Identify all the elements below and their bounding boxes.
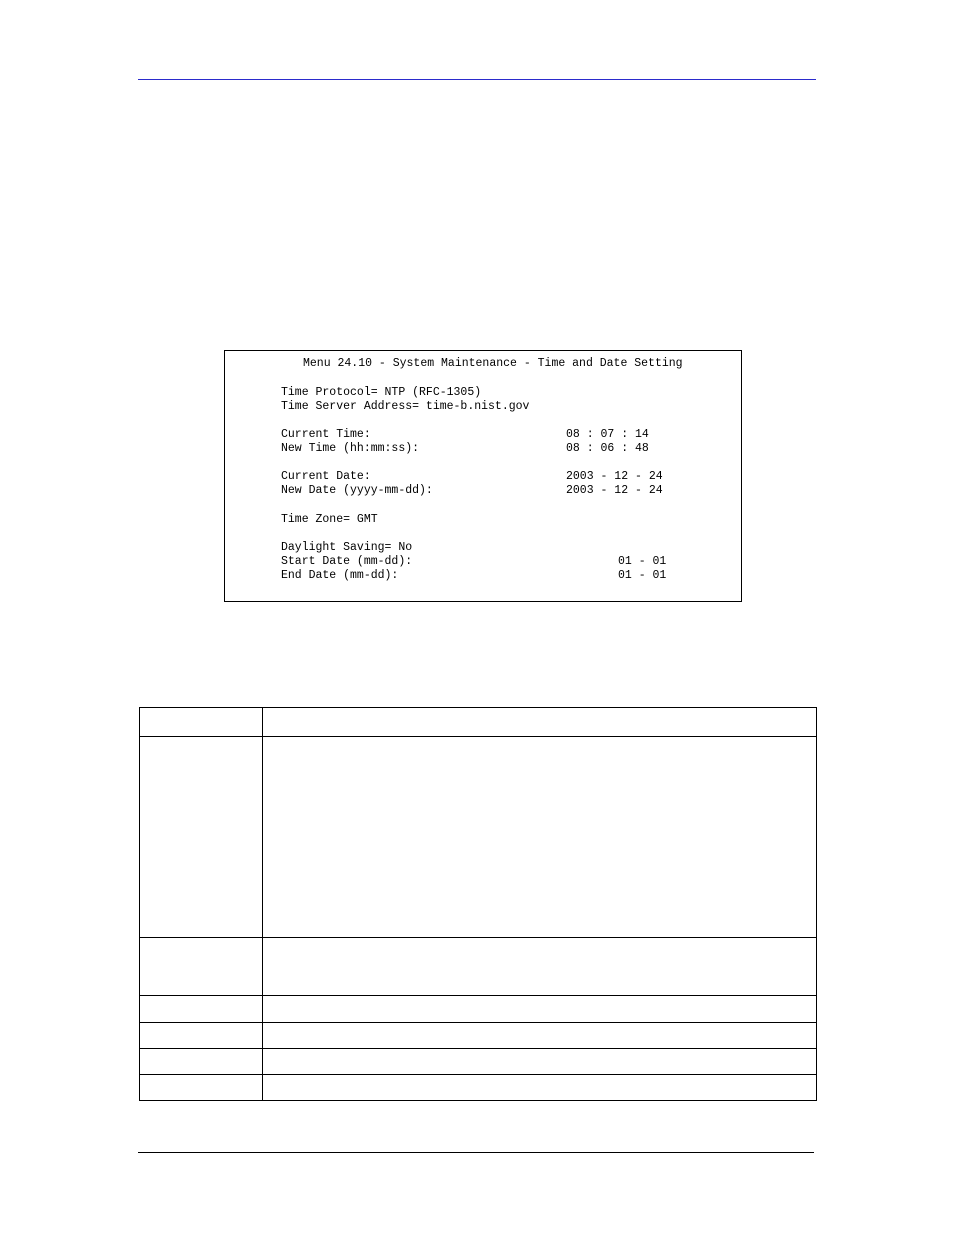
footer-rule [138, 1152, 814, 1153]
new-time-input[interactable]: 08 : 06 : 48 [566, 442, 649, 455]
table-row [140, 1075, 817, 1101]
new-date-label: New Date (yyyy-mm-dd): [281, 484, 433, 497]
table-row [140, 996, 817, 1023]
current-date-label: Current Date: [281, 470, 371, 483]
table-cell [140, 1075, 263, 1101]
field-description-table [139, 707, 817, 1101]
start-date-label: Start Date (mm-dd): [281, 555, 413, 568]
time-protocol-field[interactable]: Time Protocol= NTP (RFC-1305) [281, 386, 482, 399]
table-cell [263, 1023, 817, 1049]
table-cell [140, 1023, 263, 1049]
time-zone-field[interactable]: Time Zone= GMT [281, 513, 378, 526]
menu-title: Menu 24.10 - System Maintenance - Time and Date Setting [303, 357, 683, 370]
table-cell [263, 938, 817, 996]
time-server-address-field[interactable]: Time Server Address= time-b.nist.gov [281, 400, 530, 413]
table-cell [140, 1049, 263, 1075]
table-cell [263, 996, 817, 1023]
start-date-input[interactable]: 01 - 01 [618, 555, 667, 568]
new-time-label: New Time (hh:mm:ss): [281, 442, 420, 455]
table-cell [140, 938, 263, 996]
current-date-value: 2003 - 12 - 24 [566, 470, 663, 483]
current-time-label: Current Time: [281, 428, 371, 441]
table-cell [140, 996, 263, 1023]
end-date-label: End Date (mm-dd): [281, 569, 399, 582]
table-cell [140, 737, 263, 938]
table-header-row [140, 708, 817, 737]
table-row [140, 1023, 817, 1049]
table-row [140, 938, 817, 996]
end-date-input[interactable]: 01 - 01 [618, 569, 667, 582]
current-time-value: 08 : 07 : 14 [566, 428, 649, 441]
table-row [140, 737, 817, 938]
table-cell [263, 1049, 817, 1075]
table-cell [263, 737, 817, 938]
table-row [140, 1049, 817, 1075]
new-date-input[interactable]: 2003 - 12 - 24 [566, 484, 663, 497]
daylight-saving-field[interactable]: Daylight Saving= No [281, 541, 413, 554]
table-cell [263, 708, 817, 737]
table-cell [263, 1075, 817, 1101]
table-cell [140, 708, 263, 737]
header-rule [138, 79, 816, 80]
